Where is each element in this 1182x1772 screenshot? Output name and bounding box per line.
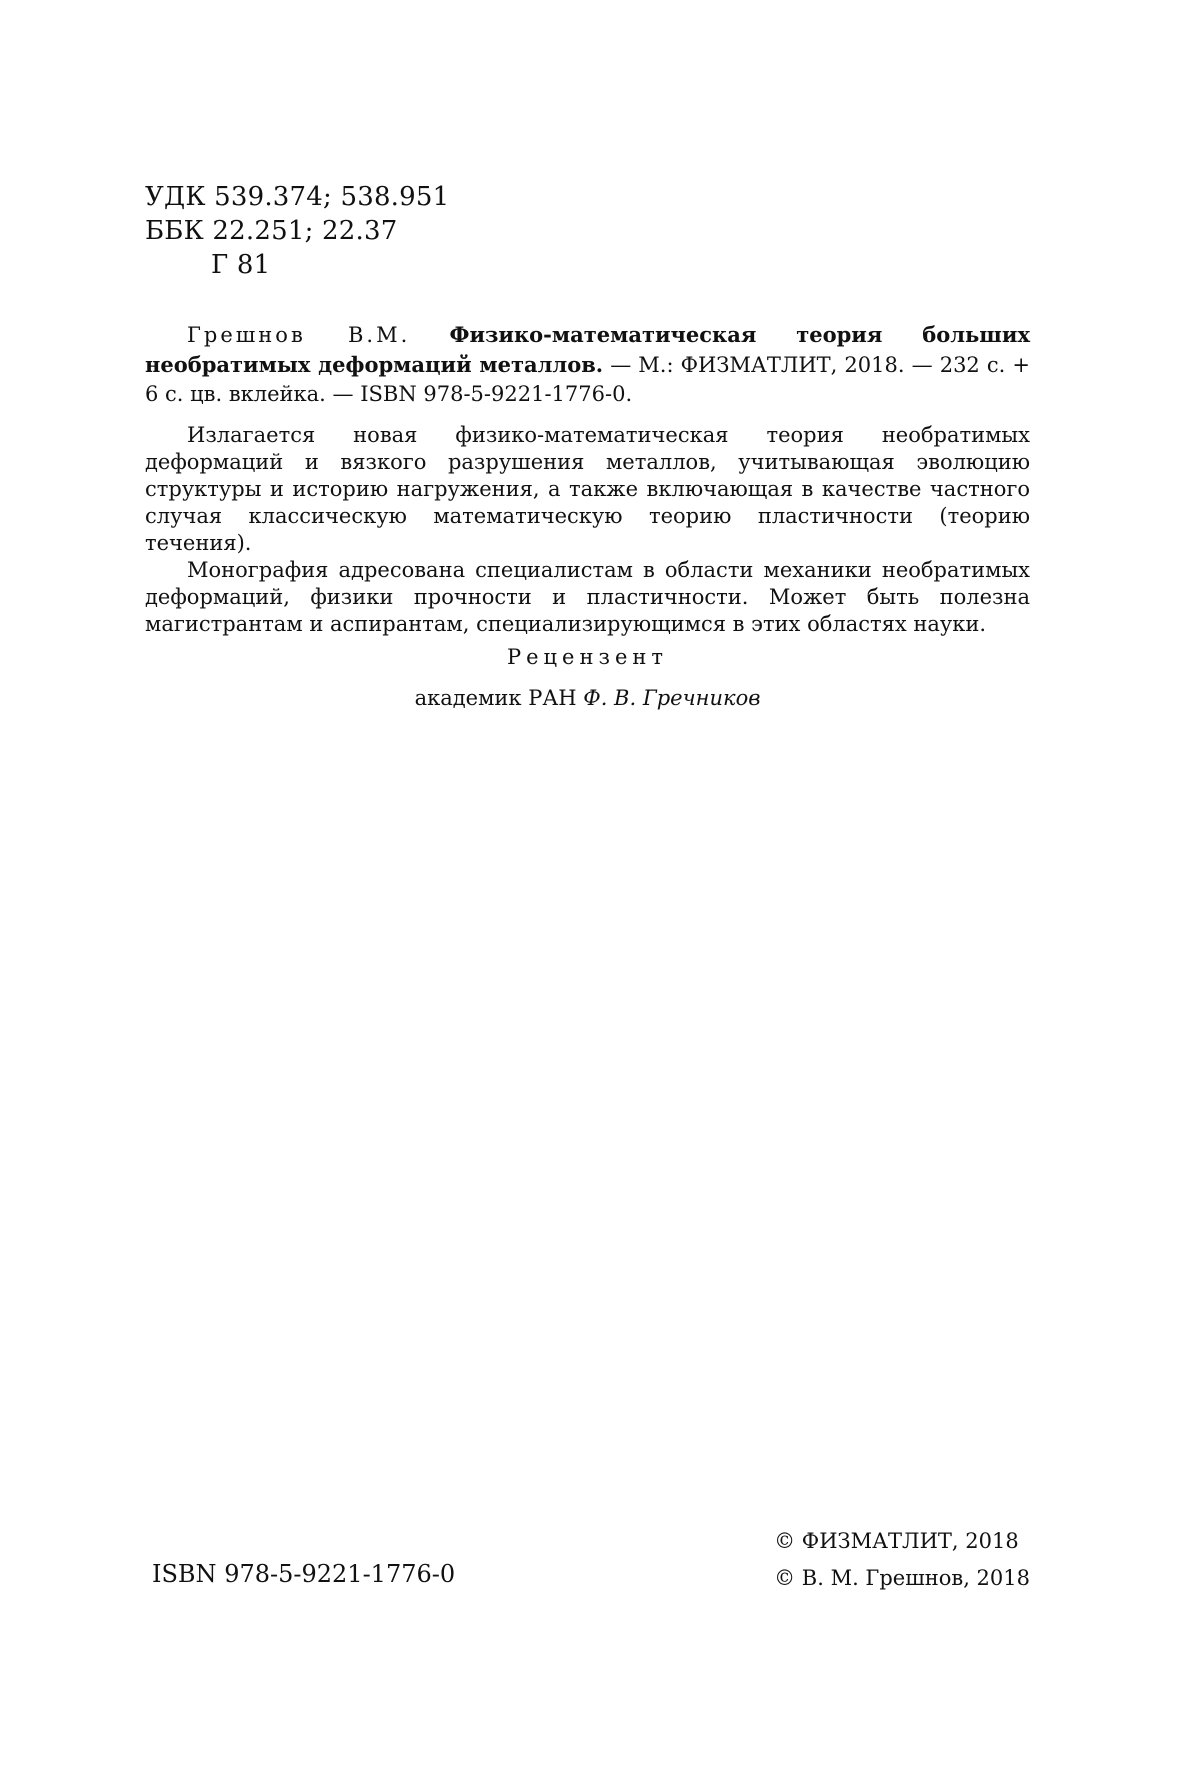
bibliographic-record — [145, 320, 1030, 409]
reviewer-title: академик РАН — [414, 686, 577, 710]
reviewer-line — [145, 686, 1030, 710]
book-author: Грешнов В.М. — [187, 323, 411, 347]
author-mark: Г 81 — [211, 250, 271, 280]
reviewer-name: Ф. В. Гречников — [583, 686, 761, 710]
reviewer-heading: Рецензент — [507, 645, 668, 669]
copyright-notices — [774, 1523, 1030, 1597]
abstract-paragraph-2: Монография адресована специалистам в области механики необратимых деформаций, физики прочности и пластичности. Может быть полезна магистрантам и аспирантам, специализирующимся в этих областях науки. — [145, 558, 1030, 636]
classification-block — [145, 180, 449, 282]
abstract-paragraph-1: Излагается новая физико-математическая теория необратимых деформаций и вязкого разрушения металлов, учитывающая эволюцию структуры и историю нагружения, а также включающая в качестве частного случая классическую математическую теорию пластичности (теорию течения). — [145, 423, 1030, 555]
abstract — [145, 422, 1030, 638]
bbk-code: ББК 22.251; 22.37 — [145, 216, 398, 246]
copyright-author: © В. М. Грешнов, 2018 — [774, 1566, 1030, 1590]
book-title: Физико-математическая теория больших необратимых деформаций металлов. — [145, 322, 1030, 377]
copyright-publisher: © ФИЗМАТЛИТ, 2018 — [774, 1529, 1019, 1553]
udk-code: УДК 539.374; 538.951 — [145, 182, 450, 212]
isbn: ISBN 978-5-9221-1776-0 — [152, 1560, 456, 1588]
publication-details: — М.: ФИЗМАТЛИТ, 2018. — 232 с. + 6 с. цв. вклейка. — ISBN 978-5-9221-1776-0. — [145, 353, 1030, 406]
